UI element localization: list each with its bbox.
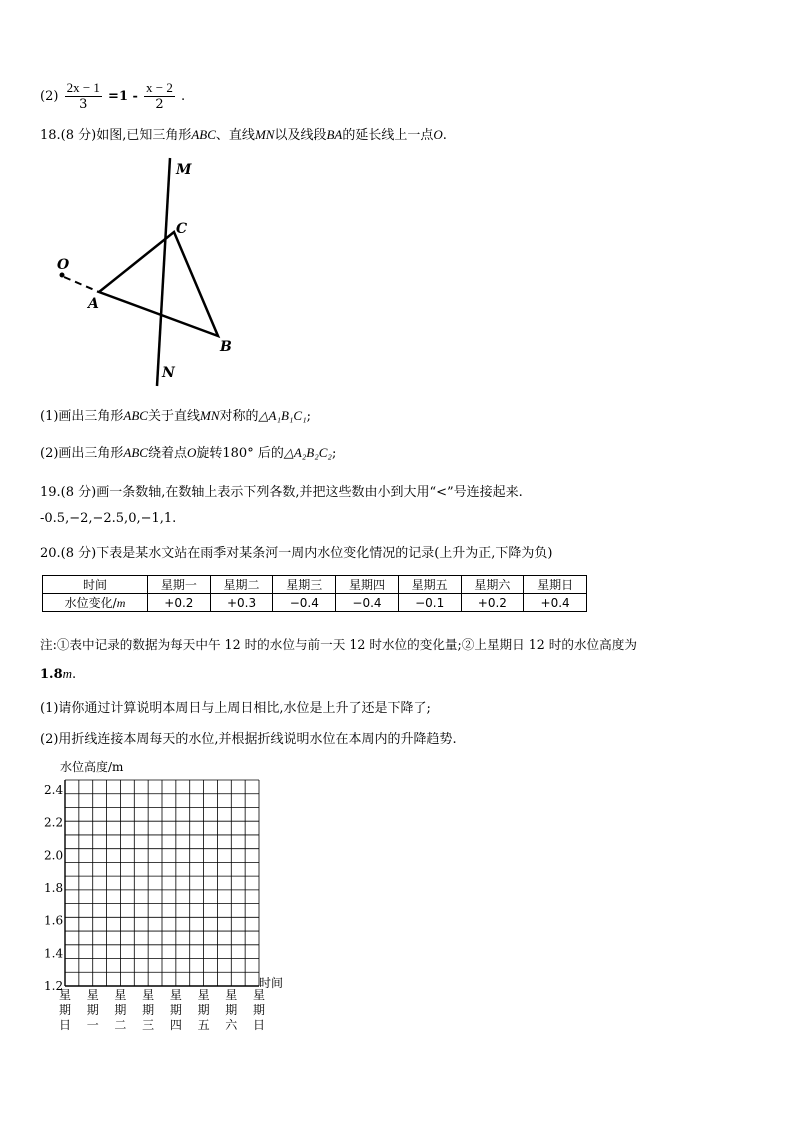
table-header-row	[43, 576, 587, 594]
label-c: C	[176, 221, 188, 237]
table-header: 星期二	[210, 576, 273, 594]
fraction-1-numerator: 2x − 1	[66, 80, 100, 95]
triangle-abc	[99, 232, 218, 336]
table-row-label	[43, 594, 148, 612]
water-level-table	[42, 575, 587, 612]
fraction-2-numerator: x − 2	[146, 80, 173, 95]
point-o-label: O	[433, 127, 443, 142]
q18-stem-dot: .	[442, 128, 447, 143]
q18-part2-end: ;	[331, 446, 337, 461]
q20-note-line1: 注:①表中记录的数据为每天中午 12 时的水位与前一天 12 时水位的变化量;②上星期日 12 时的水位高度为	[40, 637, 637, 652]
q19-numbers: -0.5,−2,−2.5,0,−1,1.	[40, 511, 177, 526]
table-cell: +0.2	[148, 594, 211, 612]
table-cell: +0.3	[210, 594, 273, 612]
q18-part2-o: O	[187, 445, 197, 460]
x-tick-label: 星期日	[252, 988, 266, 1032]
x-tick-label: 星期五	[197, 988, 210, 1032]
y-tick-label: 1.6	[44, 913, 64, 928]
q18-part2-prefix: (2)画出三角形	[40, 446, 124, 461]
table-cell: +0.2	[461, 594, 524, 612]
water-level-grid-chart	[40, 756, 300, 1036]
table-row	[43, 594, 587, 612]
q20-stem: 20.(8 分)下表是某水文站在雨季对某条河一周内水位变化情况的记录(上升为正,下降为负)	[40, 546, 553, 561]
q18-stem-end: 的延长线上一点	[342, 128, 434, 143]
x-tick-label: 星期三	[142, 988, 155, 1032]
table-header: 星期六	[461, 576, 524, 594]
q18-stem-prefix: 18.(8 分)如图,已知三角形	[40, 128, 192, 143]
table-header: 时间	[43, 576, 148, 594]
q18-part2-triangle: △A₂B₂C₂	[283, 445, 332, 460]
segment-ba-label: BA	[326, 127, 343, 142]
label-o: O	[57, 257, 70, 273]
q18-part2	[40, 442, 336, 461]
q18-stem	[40, 124, 447, 143]
table-header: 星期日	[524, 576, 587, 594]
fraction-1-denominator: 3	[79, 97, 88, 112]
q17-part2-number: (2)	[40, 89, 59, 104]
q18-part1-abc: ABC	[123, 408, 148, 423]
table-cell: +0.4	[524, 594, 587, 612]
initial-height-value: 1.8	[40, 667, 63, 682]
note-line2-end: .	[72, 667, 77, 682]
q18-stem-mid: 、直线	[215, 128, 255, 143]
y-axis-ticks	[44, 783, 63, 993]
x-tick-label: 星期四	[169, 988, 182, 1032]
table-cell: −0.1	[398, 594, 461, 612]
x-axis-ticks	[59, 988, 265, 1032]
y-tick-label: 2.4	[44, 783, 64, 797]
x-tick-label: 星期一	[86, 988, 99, 1032]
line-mn-label: MN	[254, 127, 275, 142]
y-tick-label: 1.2	[44, 979, 64, 993]
q18-part1-end: ;	[306, 409, 312, 424]
y-axis-label: 水位高度/m	[60, 760, 124, 774]
table-cell: −0.4	[336, 594, 399, 612]
q20-note-line2	[40, 666, 76, 682]
extension-ba-dashed	[64, 277, 99, 292]
x-tick-label: 星期六	[225, 988, 238, 1032]
q20-part2: (2)用折线连接本周每天的水位,并根据折线说明水位在本周内的升降趋势.	[40, 732, 457, 747]
x-tick-label: 星期日	[58, 988, 72, 1032]
q17-part2	[40, 80, 185, 113]
q18-part1-mn: MN	[200, 408, 220, 423]
x-tick-label: 星期二	[114, 988, 127, 1032]
q18-part1	[40, 405, 311, 424]
line-mn	[157, 158, 170, 386]
q18-part2-abc: ABC	[123, 445, 148, 460]
q19-stem: 19.(8 分)画一条数轴,在数轴上表示下列各数,并把这些数由小到大用“<”号连接起来.	[40, 485, 523, 500]
fraction-2	[144, 80, 175, 113]
row-label-text: 水位变化/	[64, 596, 117, 610]
x-axis-label: 时间	[259, 976, 284, 990]
q20-part1: (1)请你通过计算说明本周日与上周日相比,水位是上升了还是下降了;	[40, 701, 431, 716]
table-header: 星期三	[273, 576, 336, 594]
row-label-unit: m	[116, 596, 126, 610]
q18-part1-mid2: 对称的	[219, 409, 259, 424]
y-tick-label: 1.4	[44, 946, 64, 961]
q18-stem-mid2: 以及线段	[274, 128, 327, 143]
table-header: 星期五	[398, 576, 461, 594]
y-tick-label: 1.8	[44, 881, 64, 895]
initial-height-unit: m	[62, 666, 73, 681]
label-a: A	[88, 296, 99, 312]
table-cell: −0.4	[273, 594, 336, 612]
equation-end: .	[181, 89, 186, 104]
q18-part1-triangle: △A₁B₁C₁	[258, 408, 307, 423]
label-m: M	[176, 162, 192, 178]
fraction-1	[65, 80, 102, 113]
q18-part1-prefix: (1)画出三角形	[40, 409, 124, 424]
y-tick-label: 2.0	[44, 848, 64, 863]
triangle-abc-label: ABC	[191, 127, 216, 142]
fraction-2-denominator: 2	[155, 97, 164, 112]
y-tick-label: 2.2	[44, 815, 64, 830]
q18-part2-mid2: 旋转180° 后的	[196, 446, 284, 461]
point-o	[60, 273, 65, 278]
table-header: 星期四	[336, 576, 399, 594]
q18-part2-mid: 绕着点	[147, 446, 187, 461]
table-header: 星期一	[148, 576, 211, 594]
q18-part1-mid: 关于直线	[147, 409, 200, 424]
q18-figure	[40, 150, 260, 400]
grid-lines	[65, 780, 259, 986]
label-n: N	[162, 365, 175, 381]
equation-middle: =1 -	[108, 89, 138, 104]
label-b: B	[220, 339, 232, 355]
